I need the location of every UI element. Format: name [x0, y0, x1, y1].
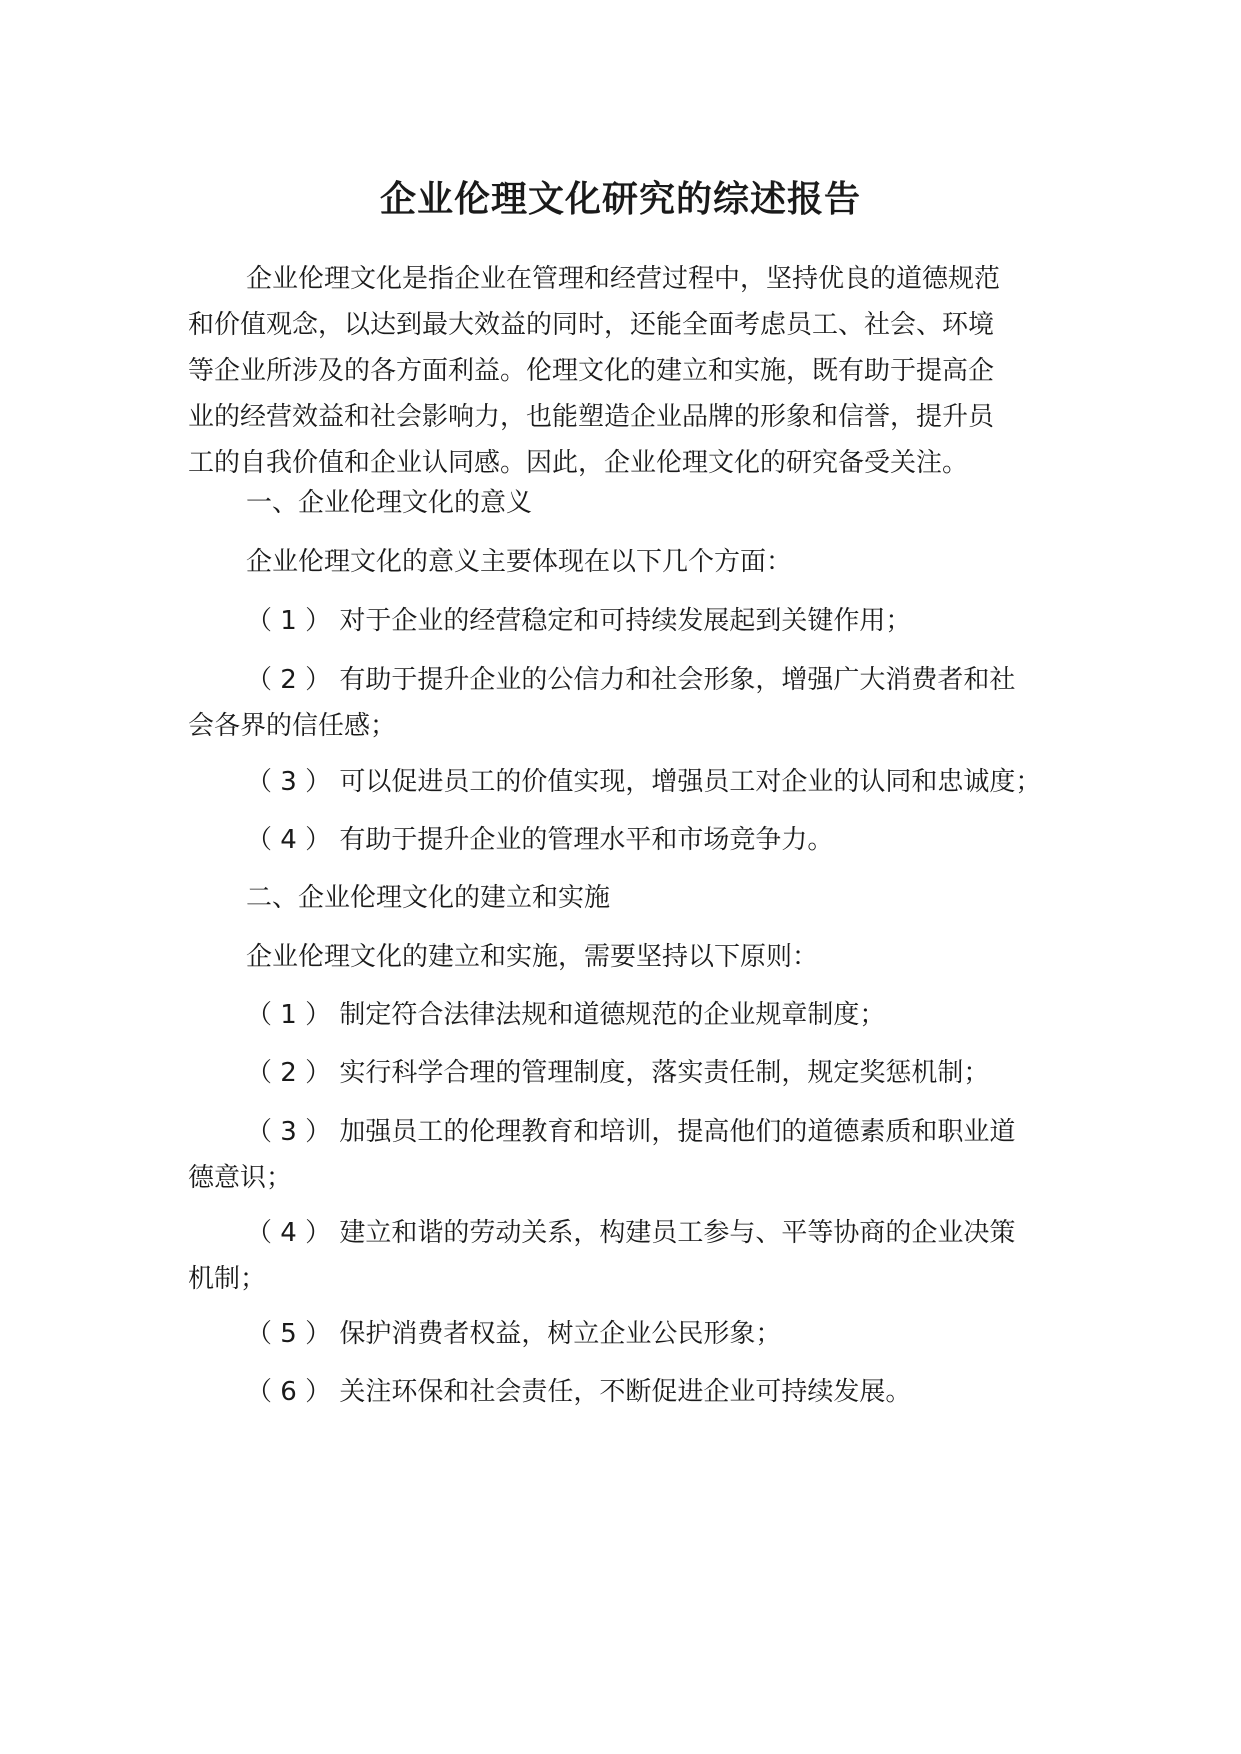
- section-1-item-1: （ 1 ） 对于企业的经营稳定和可持续发展起到关键作用；: [246, 606, 912, 636]
- intro-line: 等企业所涉及的各方面利益。伦理文化的建立和实施，既有助于提高企: [188, 356, 995, 386]
- intro-paragraph: [188, 256, 1088, 486]
- intro-line: 工的自我价值和企业认同感。因此，企业伦理文化的研究备受关注。: [188, 448, 969, 478]
- section-2-item-5: （ 5 ） 保护消费者权益，树立企业公民形象；: [246, 1319, 782, 1349]
- section-1-item-4: （ 4 ） 有助于提升企业的管理水平和市场竞争力。: [246, 825, 834, 855]
- section-2-item-3: （ 3 ） 加强员工的伦理教育和培训，提高他们的道德素质和职业道 德意识；: [188, 1117, 1016, 1193]
- section-2-item-4: （ 4 ） 建立和谐的劳动关系，构建员工参与、平等协商的企业决策 机制；: [188, 1218, 1016, 1294]
- section-2-item-2: （ 2 ） 实行科学合理的管理制度，落实责任制，规定奖惩机制；: [246, 1058, 990, 1088]
- section-1-heading: 一、企业伦理文化的意义: [246, 488, 533, 518]
- section-2-heading: 二、企业伦理文化的建立和实施: [246, 883, 611, 913]
- intro-line: 和价值观念，以达到最大效益的同时，还能全面考虑员工、社会、环境: [188, 310, 995, 340]
- section-2-lead: 企业伦理文化的建立和实施，需要坚持以下原则：: [246, 942, 819, 972]
- intro-line: 企业伦理文化是指企业在管理和经营过程中，坚持优良的道德规范: [246, 264, 1001, 294]
- document-title: 企业伦理文化研究的综述报告: [379, 179, 861, 220]
- section-1-item-3: （ 3 ） 可以促进员工的价值实现，增强员工对企业的认同和忠诚度；: [246, 767, 1042, 797]
- intro-line: 业的经营效益和社会影响力，也能塑造企业品牌的形象和信誉，提升员: [188, 402, 995, 432]
- section-2-item-6: （ 6 ） 关注环保和社会责任，不断促进企业可持续发展。: [246, 1377, 912, 1407]
- section-1-lead: 企业伦理文化的意义主要体现在以下几个方面：: [246, 547, 793, 577]
- section-1-item-2: （ 2 ） 有助于提升企业的公信力和社会形象，增强广大消费者和社 会各界的信任感；: [188, 665, 1016, 741]
- section-2-item-1: （ 1 ） 制定符合法律法规和道德规范的企业规章制度；: [246, 1000, 886, 1030]
